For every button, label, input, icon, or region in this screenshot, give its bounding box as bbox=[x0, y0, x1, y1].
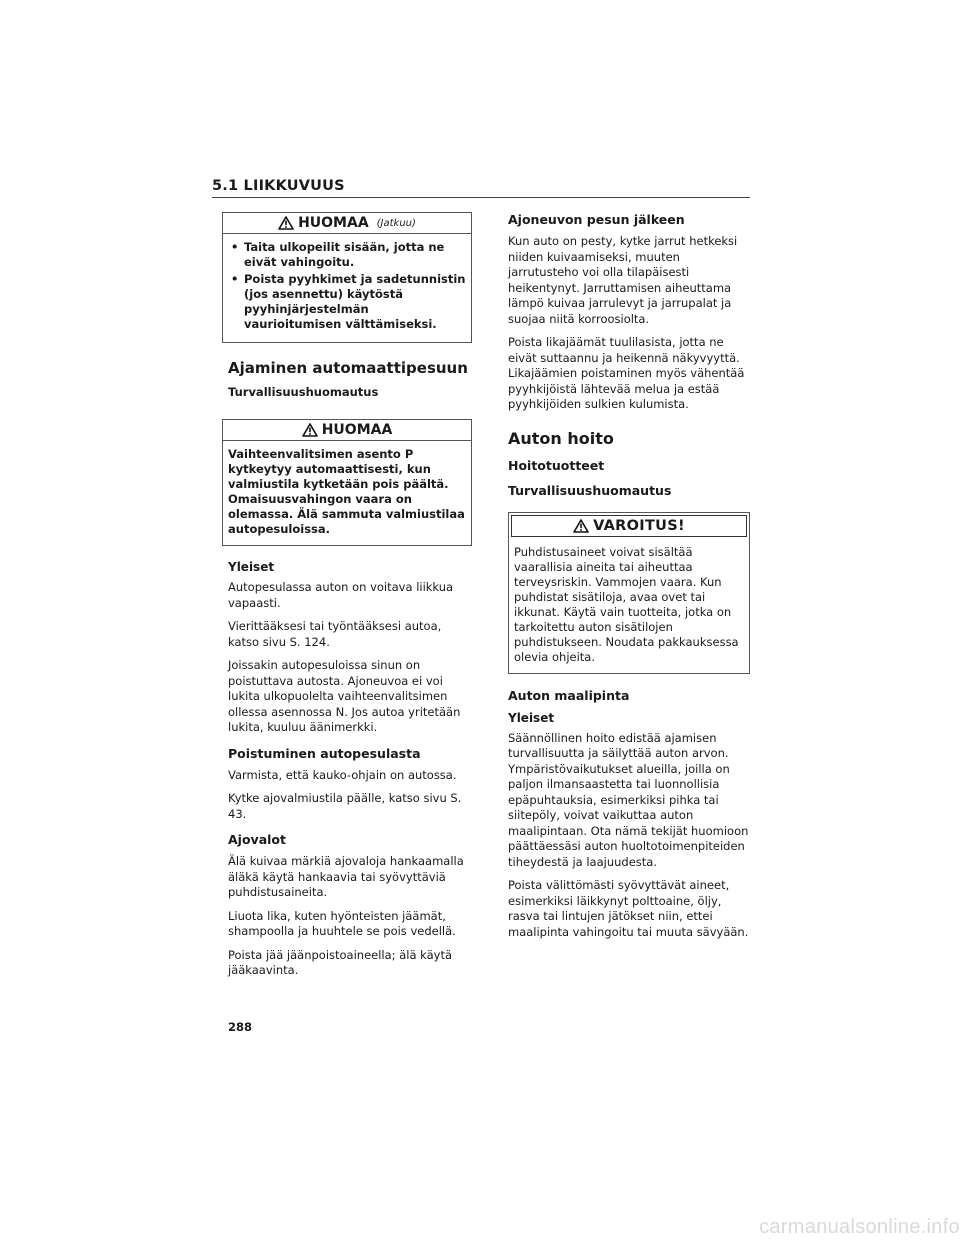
paragraph: Poista likajäämät tuulilasista, jotta ne eivät suttaannu ja heikennä näkyvyyttä. Likajäämien poistaminen myös vähentää pyyhkijöistä lähtevää melua ja estää pyyhkijöiden sulkien kulumista. bbox=[508, 335, 745, 411]
paragraph: Joissakin autopesuloissa sinun on poistuttava autosta. Ajoneuvoa ei voi lukita ulkopuolelta vaihteenvalitsimen ollessa asennossa N. Jos autoa yritetään lukita, kuuluu äänimerkki. bbox=[228, 658, 461, 734]
caution-title: HUOMAA bbox=[321, 422, 393, 438]
carwash-heading: Ajaminen automaattipesuun bbox=[228, 359, 468, 377]
continued-label: (Jatkuu) bbox=[376, 217, 416, 229]
caution-list-item: • Poista pyyhkimet ja sadetunnistin (jos asennettu) käytöstä pyyhinjärjestelmän vaurioitumisen välttämiseksi. bbox=[228, 272, 466, 332]
caution-box-header bbox=[223, 213, 471, 234]
warning-title: VAROITUS! bbox=[593, 517, 685, 534]
paragraph: Vierittääksesi tai työntääksesi autoa, katso sivu S. 124. bbox=[228, 619, 442, 649]
caution-box bbox=[222, 419, 472, 546]
paragraph: Liuota lika, kuten hyönteisten jäämät, shampoolla ja huuhtele se pois vedellä. bbox=[228, 908, 456, 938]
paragraph: Kytke ajovalmiustila päälle, katso sivu S. 43. bbox=[228, 791, 462, 821]
paint-heading: Auton maalipinta bbox=[508, 687, 630, 703]
paragraph: Poista jää jäänpoistoaineella; älä käytä jääkaavinta. bbox=[228, 947, 453, 977]
caution-list-item: • Taita ulkopeilit sisään, jotta ne eivät vahingoitu. bbox=[228, 240, 466, 270]
warning-box bbox=[508, 512, 750, 674]
right-column bbox=[508, 212, 750, 948]
warning-box-header bbox=[511, 515, 747, 537]
paragraph: Autopesulassa auton on voitava liikkua vapaasti. bbox=[228, 580, 454, 610]
warning-triangle-icon bbox=[278, 216, 294, 230]
paragraph: Älä kuivaa märkiä ajovaloja hankaamalla äläkä käytä hankaavia tai syövyttäviä puhdistusaineita. bbox=[228, 854, 464, 899]
exit-carwash-heading: Poistuminen autopesulasta bbox=[228, 745, 421, 761]
caution-box-continued bbox=[222, 212, 472, 343]
care-products-heading: Hoitotuotteet bbox=[508, 457, 605, 473]
watermark: carmanualsonline.info bbox=[759, 1216, 960, 1238]
left-column bbox=[228, 212, 470, 987]
paragraph: Poista välittömästi syövyttävät aineet, esimerkiksi läikkynyt polttoaine, öljy, rasva tai lintujen jätökset niin, ettei maalipinta vahingoitu tai muuta sävyään. bbox=[508, 878, 749, 939]
headlights-heading: Ajovalot bbox=[228, 832, 286, 847]
car-care-heading: Auton hoito bbox=[508, 428, 614, 448]
caution-title: HUOMAA bbox=[298, 215, 369, 231]
safety-note-heading: Turvallisuushuomautus bbox=[228, 385, 379, 399]
caution-box-body bbox=[223, 234, 471, 342]
paragraph: Kun auto on pesty, kytke jarrut hetkeksi niiden kuivaamiseksi, muuten jarrutusteho voi olla tilapäisesti heikentynyt. Jarruttamisen aiheuttama lämpö kuivaa jarrulevyt ja jarrupalat ja suojaa niitä korroosiolta. bbox=[508, 234, 738, 326]
warning-triangle-icon bbox=[302, 423, 318, 437]
section-header: 5.1 LIIKKUVUUS bbox=[212, 178, 750, 198]
warning-box-body: Puhdistusaineet voivat sisältää vaarallisia aineita tai aiheuttaa terveysriskin. Vammojen vaara. Kun puhdistat sisätiloja, avaa ovet tai ikkunat. Käytä vain tuotteita, jotka on tarkoitettu auton sisätilojen puhdistukseen. Noudata pakkauksessa olevia ohjeita. bbox=[514, 544, 739, 664]
caution-box-body: Vaihteenvalitsimen asento P kytkeytyy automaattisesti, kun valmiustila kytketään pois päältä. Omaisuusvahingon vaara on olemassa. Älä sammuta valmiustilaa autopesuloissa. bbox=[228, 447, 465, 536]
after-wash-heading: Ajoneuvon pesun jälkeen bbox=[508, 212, 685, 227]
paragraph: Säännöllinen hoito edistää ajamisen turvallisuutta ja säilyttää auton arvon. Ympäristövaikutukset alueilla, joilla on paljon ilmansaastetta tai luonnollisia epäpuhtauksia, esimerkiksi pihka tai siitepöly, voivat vaikuttaa auton maalipintaan. Ota nämä tekijät huomioon päättäessäsi auton huoltotoimenpiteiden tiheydestä ja laajuudesta. bbox=[508, 730, 749, 869]
caution-box-header bbox=[223, 420, 471, 441]
page-number: 288 bbox=[228, 1020, 253, 1034]
general-heading: Yleiset bbox=[508, 710, 555, 725]
warning-triangle-icon bbox=[573, 519, 589, 533]
safety-note-heading: Turvallisuushuomautus bbox=[508, 482, 672, 498]
general-heading: Yleiset bbox=[228, 560, 275, 574]
paragraph: Varmista, että kauko-ohjain on autossa. bbox=[228, 767, 457, 782]
